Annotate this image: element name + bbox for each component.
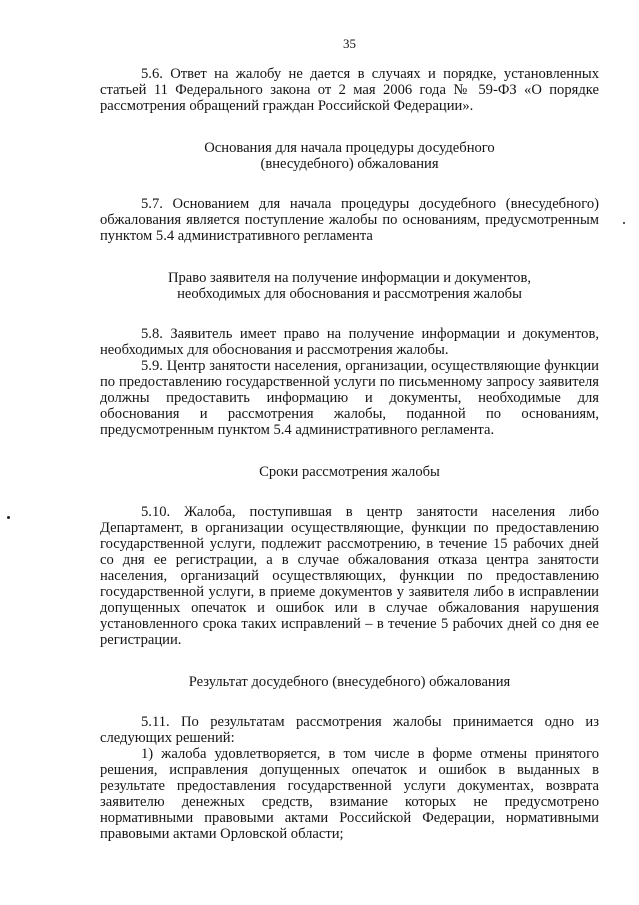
heading-line: необходимых для обоснования и рассмотрения жалобы bbox=[177, 286, 522, 302]
paragraph-5-7: 5.7. Основанием для начала процедуры досудебного (внесудебного) обжалования является поступление жалобы по основаниям, предусмотренным пунктом 5.4 административного регламента bbox=[100, 196, 599, 244]
paragraph-5-8: 5.8. Заявитель имеет право на получение информации и документов, необходимых для обоснования и рассмотрения жалобы. bbox=[100, 326, 599, 358]
heading-line: Результат досудебного (внесудебного) обжалования bbox=[188, 674, 511, 690]
paragraph-5-6: 5.6. Ответ на жалобу не дается в случаях и порядке, установленных статьей 11 Федерального закона от 2 мая 2006 года № 59-ФЗ «О порядке рассмотрения обращений граждан Российской Федерации». bbox=[100, 66, 599, 114]
scan-speck bbox=[7, 516, 10, 519]
paragraph-5-9: 5.9. Центр занятости населения, организации, осуществляющие функции по предоставлению государственной услуги по письменному запросу заявителя должны предоставить информацию и документы, необходимые для обоснования и рассмотрения жалобы, поданной по основаниям, предусмотренным пунктом 5.4 административного регламента. bbox=[100, 358, 599, 438]
heading-line: (внесудебного) обжалования bbox=[260, 156, 439, 172]
section-heading-right bbox=[100, 270, 599, 302]
scan-speck bbox=[623, 222, 625, 224]
section-heading-terms bbox=[100, 464, 599, 480]
paragraph-5-11: 5.11. По результатам рассмотрения жалобы принимается одно из следующих решений: bbox=[100, 714, 599, 746]
page-number: 35 bbox=[343, 36, 356, 51]
heading-line: Основания для начала процедуры досудебного bbox=[204, 140, 495, 156]
paragraph-5-11-item-1: 1) жалоба удовлетворяется, в том числе в форме отмены принятого решения, исправления допущенных опечаток и ошибок в выданных в результате предоставления государственной услуги документах, возврата заявителю денежных средств, взимание которых не предусмотрено нормативными правовыми актами Российской Федерации, нормативными правовыми актами Орловской области; bbox=[100, 746, 599, 842]
heading-line: Сроки рассмотрения жалобы bbox=[259, 464, 440, 480]
section-heading-result bbox=[100, 674, 599, 690]
section-heading-grounds bbox=[100, 140, 599, 172]
paragraph-5-10: 5.10. Жалоба, поступившая в центр занятости населения либо Департамент, в организации осуществляющие, функции по предоставлению государственной услуги, подлежит рассмотрению, в течение 15 рабочих дней со дня ее регистрации, а в случае обжалования отказа центра занятости населения, организаций осуществляющих, функции по предоставлению государственной услуги, в приеме документов у заявителя либо в исправлении допущенных опечаток и ошибок или в случае обжалования нарушения установленного срока таких исправлений – в течение 5 рабочих дней со дня ее регистрации. bbox=[100, 504, 599, 648]
heading-line: Право заявителя на получение информации и документов, bbox=[167, 270, 532, 286]
